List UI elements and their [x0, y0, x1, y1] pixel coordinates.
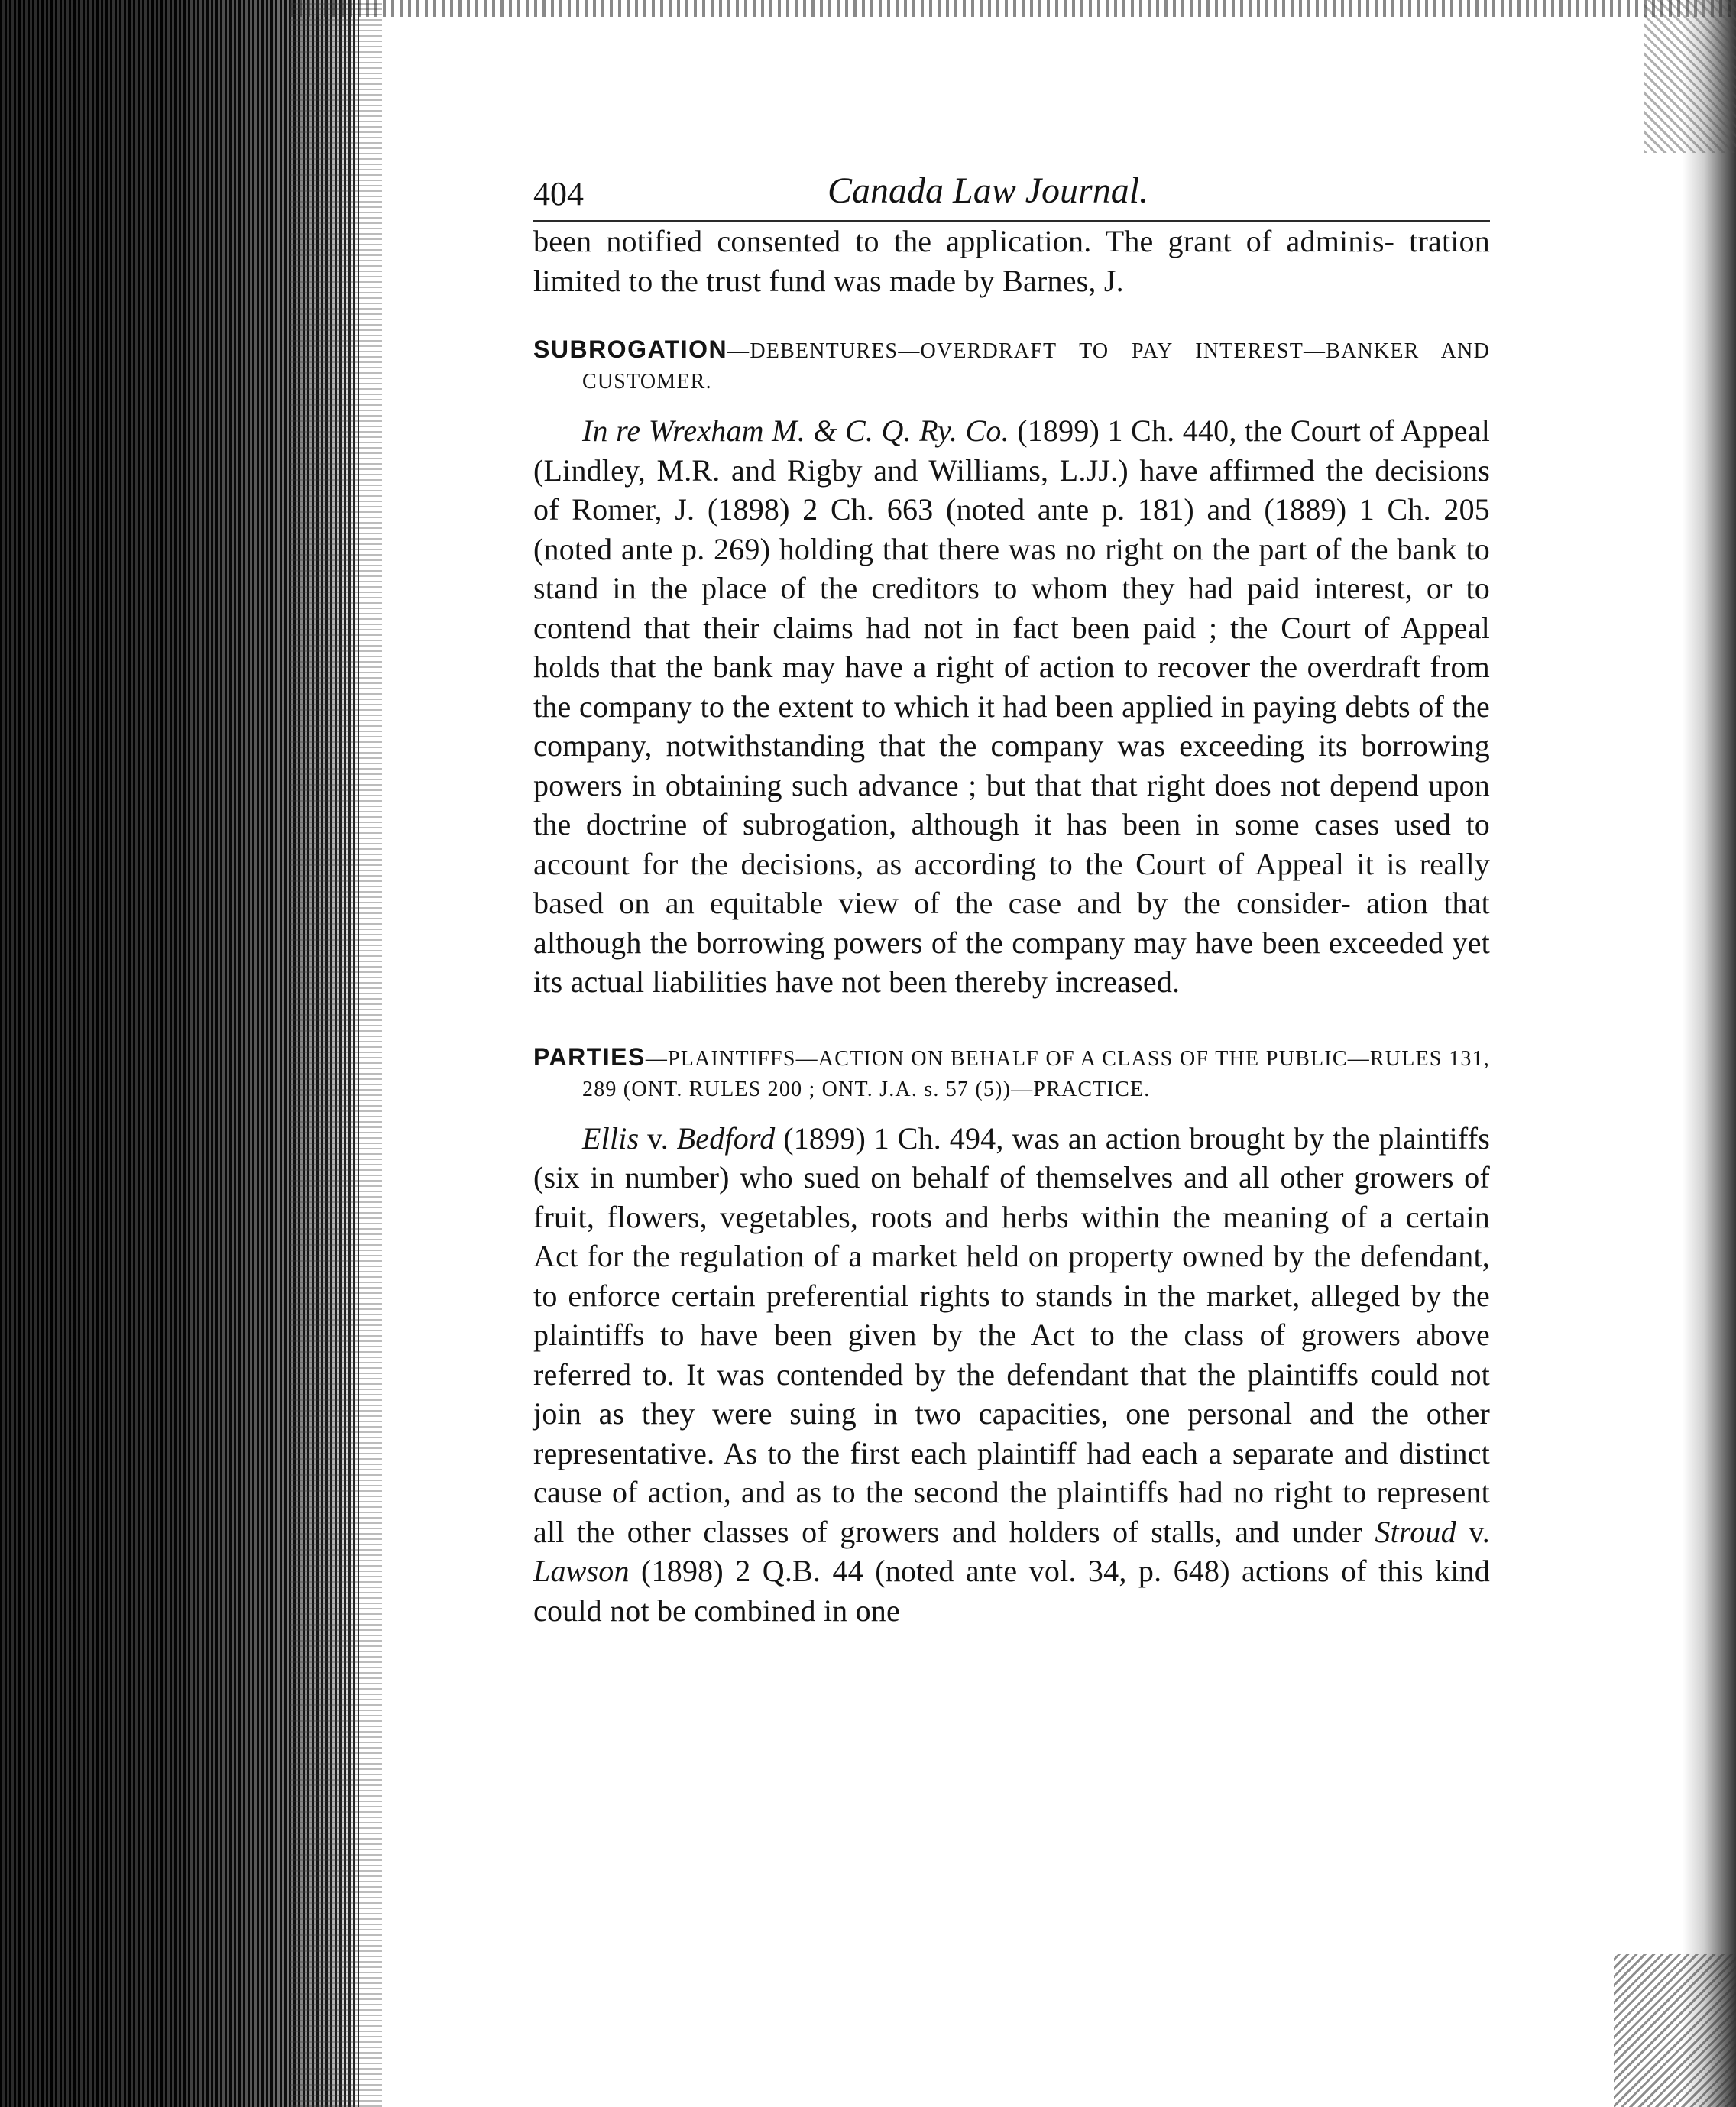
scanned-corner-noise-bottom — [1614, 1954, 1736, 2107]
cited-party-1: Stroud — [1375, 1514, 1456, 1549]
case-party-1: Ellis — [582, 1120, 640, 1156]
parties-paragraph — [533, 1119, 1490, 1631]
case-party-2: Bedford — [676, 1120, 776, 1156]
cited-party-2: Lawson — [533, 1554, 630, 1588]
page-header — [533, 170, 1490, 222]
cited-versus: v. — [1469, 1514, 1490, 1549]
paragraph-text-part-1: (1899) 1 Ch. 494, was an action brought by the plaintiffs (six in number) who sued on behalf of themselves and all other growers of fruit, flowers, vegetables, roots and herbs within the meaning of a certain Act for the regulation of a market held on property owned by the defendant, to enforce certain preferential rights to stands in the market, alleged by the plaintiffs to have been given by the Act to the class of growers above referred to. It was contended by the defendant that the plaintiffs could not join as they were suing in two capacities, one personal and the other representative. As to the first each plaintiff had each a separate and distinct cause of action, and as to the second the plaintiffs had no right to represent all the other classes of growers and holders of stalls, and under — [533, 1120, 1491, 1549]
scanned-right-edge — [1683, 0, 1736, 2107]
heading-keyword: SUBROGATION — [533, 335, 728, 363]
page-number: 404 — [533, 175, 584, 212]
scanned-corner-noise-top — [1644, 0, 1736, 153]
section-heading-parties — [533, 1042, 1490, 1105]
heading-keyword: PARTIES — [533, 1042, 646, 1071]
case-name: In re Wrexham M. & C. Q. Ry. Co. — [582, 413, 1009, 448]
heading-subtopics: —PLAINTIFFS—ACTION ON BEHALF OF A CLASS OF THE PUBLIC—RULES 131, 289 (ONT. RULES 200 ; ONT. J.A. s. 57 (5))—PRACTICE. — [582, 1046, 1490, 1101]
scanned-top-edge — [290, 0, 1736, 17]
running-title: Canada Law Journal. — [828, 170, 1149, 211]
case-versus: v. — [647, 1120, 669, 1156]
journal-page — [533, 170, 1490, 1630]
scanned-spine-shadow — [290, 0, 382, 2107]
subrogation-paragraph — [533, 411, 1490, 1002]
heading-subtopics: —DEBENTURES—OVERDRAFT TO PAY INTEREST—BANKER AND CUSTOMER. — [582, 339, 1490, 394]
paragraph-text: (1899) 1 Ch. 440, the Court of Appeal (Lindley, M.R. and Rigby and Williams, L.JJ.) have affirmed the decisions of Romer, J. (1898) 2 Ch. 663 (noted ante p. 181) and (1889) 1 Ch. 205 (noted ante p. 269) holding that there was no right on the part of the bank to stand in the place of the creditors to whom they had paid interest, or to contend that their claims had not in fact been paid ; the Court of Appeal holds that the bank may have a right of action to recover the overdraft from the company to the extent to which it had been applied in paying debts of the company, notwithstanding that the company was exceeding its borrowing powers in obtaining such advance ; but that that right does not depend upon the doctrine of subrogation, although it has been in some cases used to account for the decisions, as according to the Court of Appeal it is really based on an equitable view of the case and by the consider- ation that although the borrowing powers of the company may have been exceeded yet its actual liabilities have not been thereby increased. — [533, 413, 1491, 999]
section-heading-subrogation — [533, 334, 1490, 397]
continuation-paragraph: been notified consented to the application. The grant of adminis- tration limited to the trust fund was made by Barnes, J. — [533, 224, 1490, 298]
paragraph-text-part-2: (1898) 2 Q.B. 44 (noted ante vol. 34, p. 648) actions of this kind could not be combined in one — [533, 1554, 1490, 1628]
